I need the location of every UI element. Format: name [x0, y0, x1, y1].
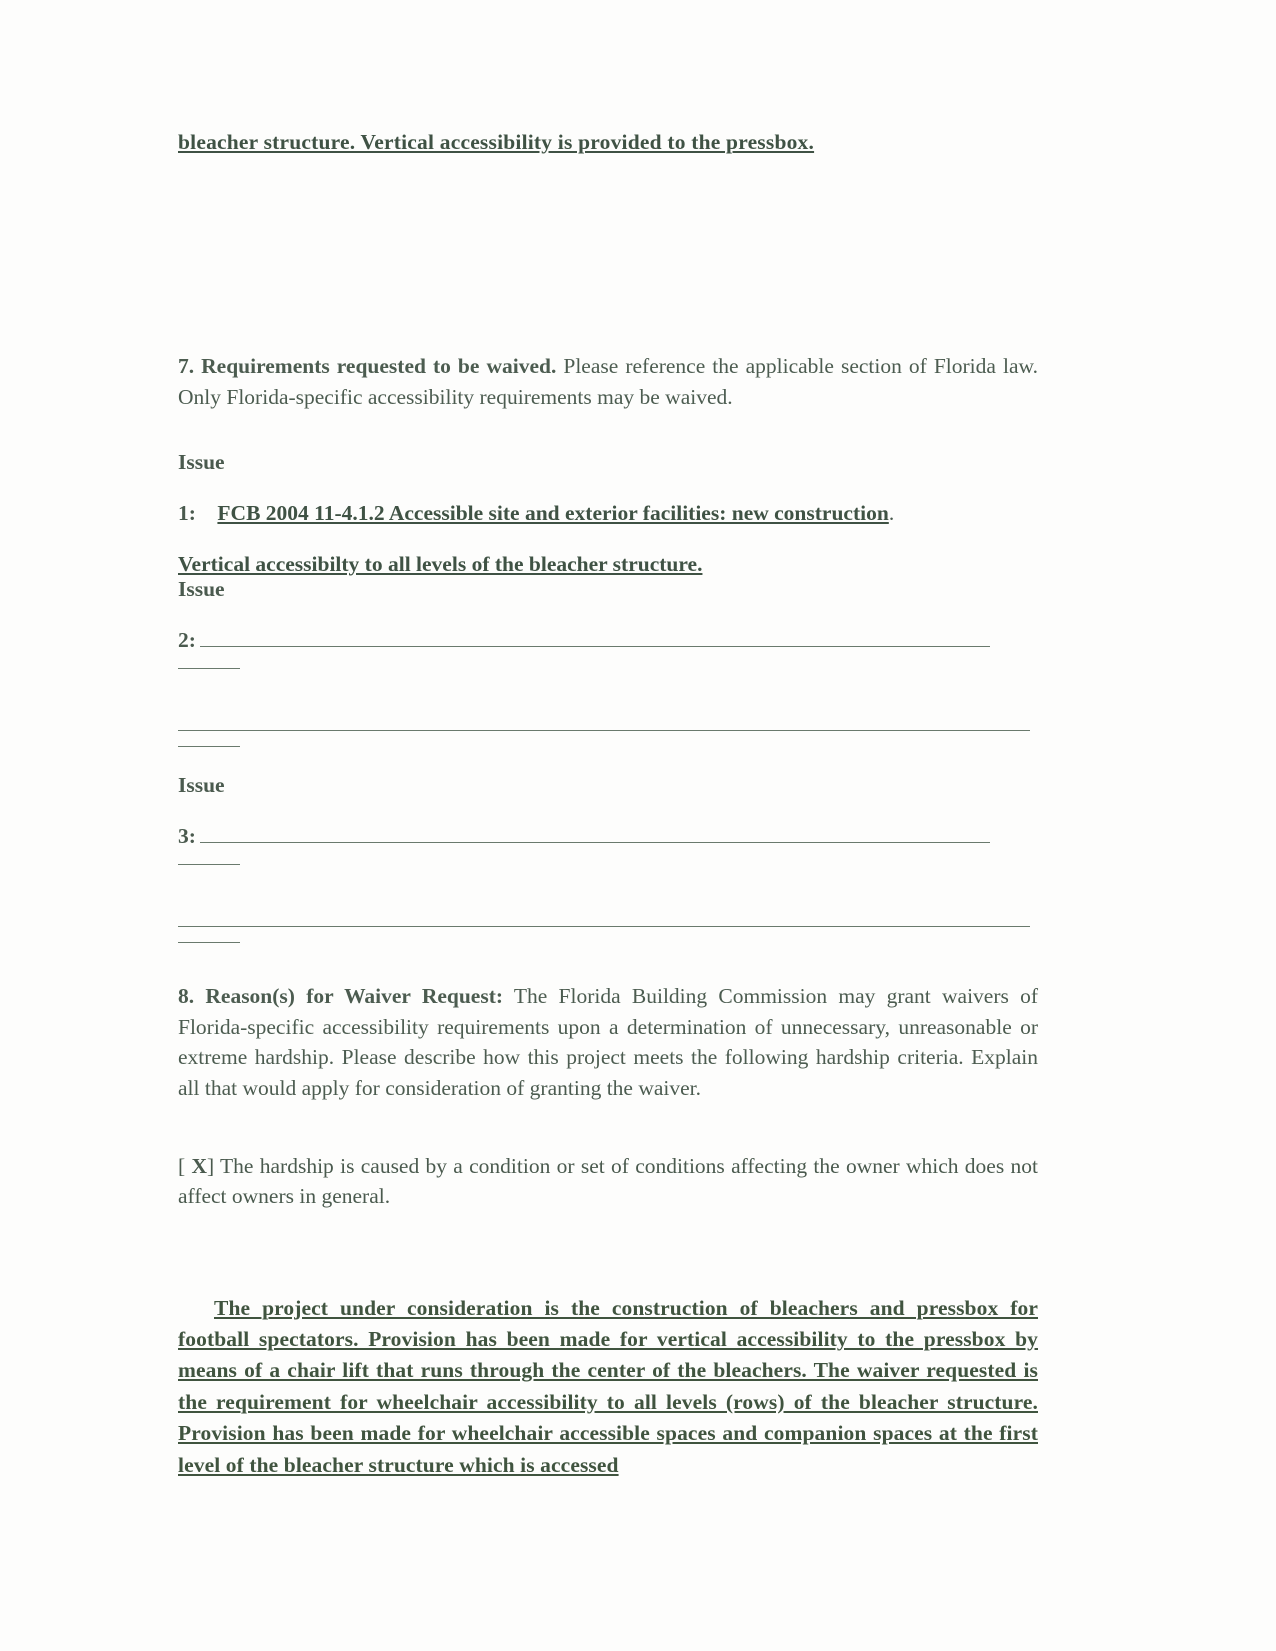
issue-3-blank-line[interactable]	[200, 827, 990, 843]
hardship-checkbox-item[interactable]	[178, 1151, 1038, 1212]
checkbox-item-text: The hardship is caused by a condition or set of conditions affecting the owner which does not affect owners in general.	[178, 1153, 1038, 1209]
section-8-body: The Florida Building Commission may grant waivers of Florida-specific accessibility requirements upon a determination of unnecessary, unreasonable or extreme hardship. Please describe how this project meets the following hardship criteria. Explain all that would apply for consideration of granting the waiver.	[178, 984, 1039, 1100]
issue-1-citation: FCB 2004 11-4.1.2 Accessible site and exterior facilities: new construction	[217, 501, 889, 526]
issue-3-row	[178, 824, 1038, 849]
section-8-paragraph	[178, 981, 1038, 1103]
issue-2-number: 2:	[178, 628, 196, 653]
section-7-heading: Requirements requested to be waived.	[201, 354, 557, 378]
section-7-number: 7.	[178, 354, 195, 378]
issue-1-number: 1:	[178, 501, 196, 526]
issue-1-period: .	[888, 501, 895, 526]
checkbox-x-mark: X	[191, 1153, 207, 1178]
document-content	[178, 130, 1038, 1502]
checkbox-open-bracket: [	[178, 1153, 192, 1178]
checkbox-close-bracket: ]	[206, 1153, 221, 1178]
issue-2-row	[178, 628, 1038, 653]
issue-1-label: Issue	[178, 450, 225, 475]
waiver-answer-text: The project under consideration is the construction of bleachers and pressbox for football spectators. Provision has been made for vertical accessibility to the pressbox by means of a chair lift that runs through the center of the bleachers. The waiver requested is the requirement for wheelchair accessibility to all levels (rows) of the bleacher structure. Provision has been made for wheelchair accessible spaces and companion spaces at the first level of the bleacher structure which is accessed	[178, 1295, 1038, 1477]
issue-2-label: Issue	[178, 577, 225, 602]
section-8-number: 8.	[178, 984, 195, 1009]
issue-3-label: Issue	[178, 773, 225, 798]
issue-3-number: 3:	[178, 824, 196, 849]
section-7-paragraph	[178, 351, 1038, 412]
section-7-body: Please reference the applicable section of Florida law. Only Florida-specific accessibility requirements may be waived.	[178, 354, 1038, 409]
issue-1-row	[178, 501, 1038, 526]
section-8-heading: Reason(s) for Waiver Request:	[205, 984, 504, 1009]
issue-2-blank-line[interactable]	[200, 631, 990, 647]
continuation-line: bleacher structure. Vertical accessibility is provided to the pressbox.	[178, 130, 815, 154]
issue-1-detail: Vertical accessibilty to all levels of the bleacher structure.	[178, 552, 703, 577]
